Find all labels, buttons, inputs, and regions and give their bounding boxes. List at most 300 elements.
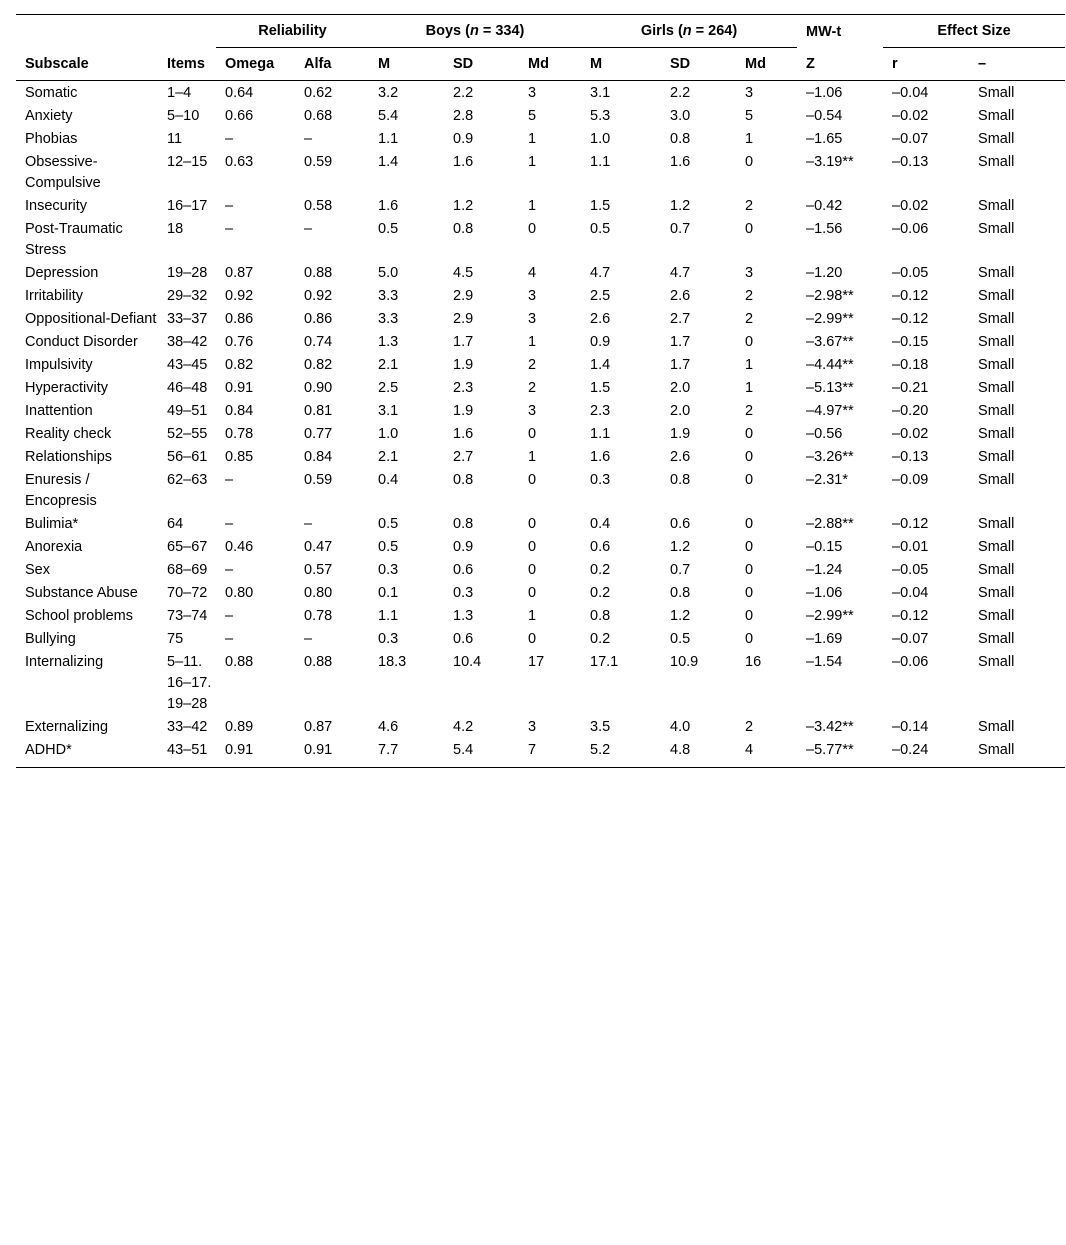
value-cell: Small	[978, 449, 1015, 465]
value-cell: 4.6	[378, 719, 399, 735]
group-reliability: Reliability	[216, 15, 369, 49]
items-cell: 70–72	[167, 585, 208, 601]
value-cell: 0	[745, 631, 754, 647]
value-cell: Small	[978, 472, 1015, 488]
subscale-cell: Anxiety	[25, 108, 73, 124]
value-cell: Small	[978, 265, 1015, 281]
table-row	[16, 422, 1065, 445]
items-cell: 33–37	[167, 311, 208, 327]
value-cell: 3	[528, 311, 537, 327]
value-cell: 1.9	[453, 357, 474, 373]
value-cell: Small	[978, 719, 1015, 735]
value-cell: 10.9	[670, 654, 699, 670]
column-header: SD	[453, 56, 474, 72]
value-cell: 0.9	[453, 539, 474, 555]
value-cell: 1.9	[670, 426, 691, 442]
value-cell: 0.88	[225, 654, 254, 670]
value-cell: 2.9	[453, 311, 474, 327]
value-cell: 0.3	[378, 562, 399, 578]
value-cell: –0.24	[892, 742, 929, 758]
table-row	[16, 104, 1065, 127]
value-cell: 4.5	[453, 265, 474, 281]
value-cell: 2	[745, 198, 754, 214]
subscale-cell: Depression	[25, 265, 99, 281]
value-cell: 5.4	[378, 108, 399, 124]
items-cell: 5–10	[167, 108, 200, 124]
value-cell: 0.86	[304, 311, 333, 327]
table-row	[16, 330, 1065, 353]
value-cell: 2	[745, 311, 754, 327]
subscale-cell: Somatic	[25, 85, 78, 101]
value-cell: 1.1	[378, 131, 399, 147]
value-cell: 0.84	[304, 449, 333, 465]
value-cell: 10.4	[453, 654, 482, 670]
value-cell: 0	[745, 221, 754, 237]
value-cell: 0.59	[304, 154, 333, 170]
value-cell: 3.1	[378, 403, 399, 419]
value-cell: 0.8	[453, 472, 474, 488]
table-row	[16, 81, 1065, 105]
items-cell: 1–4	[167, 85, 192, 101]
value-cell: 0	[528, 562, 537, 578]
table-row	[16, 604, 1065, 627]
value-cell: 0.59	[304, 472, 333, 488]
value-cell: –	[225, 608, 234, 624]
value-cell: –3.19**	[806, 154, 854, 170]
value-cell: 1	[745, 357, 754, 373]
value-cell: 0.74	[304, 334, 333, 350]
table-row	[16, 627, 1065, 650]
value-cell: Small	[978, 311, 1015, 327]
value-cell: 0	[745, 539, 754, 555]
value-cell: 0.84	[225, 403, 254, 419]
column-header: Md	[528, 56, 549, 72]
value-cell: 1.4	[590, 357, 611, 373]
value-cell: –	[304, 131, 313, 147]
value-cell: 3	[528, 288, 537, 304]
value-cell: 1.5	[590, 198, 611, 214]
value-cell: Small	[978, 108, 1015, 124]
value-cell: 0	[745, 608, 754, 624]
value-cell: 0.7	[670, 221, 691, 237]
value-cell: Small	[978, 426, 1015, 442]
value-cell: 16	[745, 654, 762, 670]
value-cell: 1.7	[670, 357, 691, 373]
value-cell: Small	[978, 380, 1015, 396]
value-cell: Small	[978, 288, 1015, 304]
items-cell: 62–63	[167, 472, 208, 488]
table-row	[16, 399, 1065, 422]
value-cell: 0.82	[304, 357, 333, 373]
value-cell: –4.44**	[806, 357, 854, 373]
items-cell: 56–61	[167, 449, 208, 465]
value-cell: –2.31*	[806, 472, 848, 488]
value-cell: –0.07	[892, 631, 929, 647]
items-cell: 29–32	[167, 288, 208, 304]
items-cell: 19–28	[167, 265, 208, 281]
value-cell: 0.63	[225, 154, 254, 170]
subscale-cell: Bullying	[25, 631, 76, 647]
value-cell: 0.3	[590, 472, 611, 488]
column-header: M	[590, 56, 603, 72]
value-cell: 0	[745, 334, 754, 350]
subscale-cell: Bulimia*	[25, 516, 79, 532]
value-cell: 0.86	[225, 311, 254, 327]
value-cell: Small	[978, 585, 1015, 601]
value-cell: –3.67**	[806, 334, 854, 350]
value-cell: 0.87	[304, 719, 333, 735]
value-cell: 0.6	[670, 516, 691, 532]
value-cell: 1	[528, 334, 537, 350]
subscale-cell: Obsessive-Compulsive	[25, 154, 101, 191]
items-cell: 16–17	[167, 198, 208, 214]
value-cell: 0	[745, 516, 754, 532]
value-cell: –0.20	[892, 403, 929, 419]
table-row	[16, 307, 1065, 330]
subscale-cell: Conduct Disorder	[25, 334, 138, 350]
value-cell: 0.8	[670, 131, 691, 147]
items-cell: 65–67	[167, 539, 208, 555]
value-cell: 0.2	[590, 631, 611, 647]
table-row	[16, 217, 1065, 261]
value-cell: 2.0	[670, 380, 691, 396]
subscale-cell: Hyperactivity	[25, 380, 108, 396]
value-cell: 0	[528, 631, 537, 647]
value-cell: 1.2	[670, 539, 691, 555]
value-cell: –1.69	[806, 631, 843, 647]
value-cell: 2.0	[670, 403, 691, 419]
items-cell: 64	[167, 516, 184, 532]
value-cell: 1.2	[670, 608, 691, 624]
value-cell: 2.5	[590, 288, 611, 304]
subscale-cell: Enuresis / Encopresis	[25, 472, 97, 509]
value-cell: 0	[745, 426, 754, 442]
items-cell: 11	[167, 131, 183, 147]
value-cell: 0.5	[378, 221, 399, 237]
table-row	[16, 715, 1065, 738]
header-group-row	[16, 15, 1065, 49]
value-cell: 0	[528, 472, 537, 488]
value-cell: 0.5	[378, 516, 399, 532]
value-cell: 1.4	[378, 154, 399, 170]
value-cell: 0.6	[590, 539, 611, 555]
value-cell: 3	[528, 719, 537, 735]
value-cell: 0.3	[453, 585, 474, 601]
value-cell: 3.0	[670, 108, 691, 124]
value-cell: 1.2	[670, 198, 691, 214]
table-row	[16, 512, 1065, 535]
subscale-cell: Relationships	[25, 449, 113, 465]
value-cell: 3.1	[590, 85, 611, 101]
value-cell: Small	[978, 154, 1015, 170]
value-cell: 0.5	[378, 539, 399, 555]
value-cell: –	[225, 221, 234, 237]
value-cell: 4.0	[670, 719, 691, 735]
value-cell: 1.5	[590, 380, 611, 396]
value-cell: –0.06	[892, 654, 929, 670]
value-cell: –2.99**	[806, 311, 854, 327]
table-row	[16, 581, 1065, 604]
value-cell: 3	[745, 265, 754, 281]
value-cell: 2	[745, 403, 754, 419]
value-cell: 0.2	[590, 562, 611, 578]
value-cell: 0.2	[590, 585, 611, 601]
value-cell: 1.1	[590, 154, 611, 170]
value-cell: 0.9	[453, 131, 474, 147]
subscale-cell: Reality check	[25, 426, 112, 442]
subscale-cell: School problems	[25, 608, 133, 624]
value-cell: 3.5	[590, 719, 611, 735]
table-row	[16, 376, 1065, 399]
items-cell: 52–55	[167, 426, 208, 442]
table-container	[16, 14, 1065, 768]
value-cell: 2.3	[453, 380, 474, 396]
value-cell: –0.14	[892, 719, 929, 735]
value-cell: –4.97**	[806, 403, 854, 419]
value-cell: 2.7	[453, 449, 474, 465]
value-cell: 1	[528, 198, 537, 214]
value-cell: 2.6	[670, 449, 691, 465]
column-header: r	[892, 56, 898, 72]
value-cell: –1.20	[806, 265, 843, 281]
value-cell: 0.5	[590, 221, 611, 237]
value-cell: –0.12	[892, 288, 929, 304]
value-cell: Small	[978, 608, 1015, 624]
value-cell: 0.64	[225, 85, 254, 101]
value-cell: 0.88	[304, 654, 333, 670]
value-cell: –0.56	[806, 426, 843, 442]
value-cell: –0.02	[892, 426, 929, 442]
value-cell: 1	[528, 131, 537, 147]
value-cell: –1.54	[806, 654, 843, 670]
value-cell: 1.6	[670, 154, 691, 170]
subscale-cell: Insecurity	[25, 198, 88, 214]
value-cell: 0.80	[304, 585, 333, 601]
subscale-cell: Irritability	[25, 288, 84, 304]
value-cell: –1.06	[806, 585, 843, 601]
value-cell: –	[225, 516, 234, 532]
value-cell: Small	[978, 357, 1015, 373]
subscale-cell: Anorexia	[25, 539, 83, 555]
value-cell: 1.6	[453, 426, 474, 442]
value-cell: 0	[745, 585, 754, 601]
value-cell: Small	[978, 221, 1015, 237]
value-cell: 1	[528, 154, 537, 170]
value-cell: Small	[978, 742, 1015, 758]
value-cell: 2	[528, 380, 537, 396]
items-cell: 68–69	[167, 562, 208, 578]
value-cell: 17.1	[590, 654, 619, 670]
value-cell: –	[304, 221, 313, 237]
table-row	[16, 353, 1065, 376]
value-cell: Small	[978, 539, 1015, 555]
value-cell: 1	[528, 608, 537, 624]
table-row	[16, 558, 1065, 581]
value-cell: 4	[745, 742, 754, 758]
value-cell: 0	[745, 449, 754, 465]
value-cell: 2	[528, 357, 537, 373]
table-row	[16, 535, 1065, 558]
column-header: Alfa	[304, 56, 332, 72]
items-cell: 12–15	[167, 154, 208, 170]
value-cell: 0.76	[225, 334, 254, 350]
value-cell: –0.13	[892, 154, 929, 170]
value-cell: –0.04	[892, 585, 929, 601]
value-cell: 1.3	[378, 334, 399, 350]
value-cell: 5	[528, 108, 537, 124]
value-cell: 0	[528, 539, 537, 555]
value-cell: –0.12	[892, 608, 929, 624]
value-cell: 1.6	[378, 198, 399, 214]
value-cell: 2.6	[590, 311, 611, 327]
value-cell: 5.2	[590, 742, 611, 758]
value-cell: 4.8	[670, 742, 691, 758]
value-cell: –3.26**	[806, 449, 854, 465]
value-cell: 2.3	[590, 403, 611, 419]
value-cell: 0.91	[225, 742, 254, 758]
subscale-cell: Externalizing	[25, 719, 109, 735]
column-header: Omega	[225, 56, 275, 72]
value-cell: 0.3	[378, 631, 399, 647]
column-header: Md	[745, 56, 766, 72]
items-cell: 73–74	[167, 608, 208, 624]
value-cell: 0.91	[304, 742, 333, 758]
value-cell: –1.56	[806, 221, 843, 237]
items-cell: 38–42	[167, 334, 208, 350]
value-cell: 1	[745, 131, 754, 147]
value-cell: –	[304, 516, 313, 532]
value-cell: 2.8	[453, 108, 474, 124]
value-cell: 2.2	[670, 85, 691, 101]
value-cell: –0.05	[892, 562, 929, 578]
header-column-row	[16, 48, 1065, 81]
subscale-cell: Phobias	[25, 131, 78, 147]
value-cell: Small	[978, 85, 1015, 101]
value-cell: –	[304, 631, 313, 647]
column-header: M	[378, 56, 391, 72]
value-cell: –0.15	[806, 539, 843, 555]
items-cell: 43–45	[167, 357, 208, 373]
value-cell: –0.05	[892, 265, 929, 281]
value-cell: 0.58	[304, 198, 333, 214]
value-cell: –	[225, 562, 234, 578]
value-cell: 1.7	[670, 334, 691, 350]
table-row	[16, 738, 1065, 768]
value-cell: 0.89	[225, 719, 254, 735]
value-cell: 0.90	[304, 380, 333, 396]
value-cell: 0.8	[453, 516, 474, 532]
group-mwt: MW-t	[806, 23, 842, 40]
value-cell: 4.2	[453, 719, 474, 735]
value-cell: 2.1	[378, 357, 399, 373]
value-cell: 1.2	[453, 198, 474, 214]
value-cell: 4.7	[590, 265, 611, 281]
value-cell: 1	[528, 449, 537, 465]
value-cell: 0.8	[670, 472, 691, 488]
subscale-cell: Post-Traumatic Stress	[25, 221, 123, 258]
table-row	[16, 261, 1065, 284]
group-effect-size: Effect Size	[883, 15, 1065, 49]
value-cell: 17	[528, 654, 545, 670]
value-cell: –0.12	[892, 516, 929, 532]
value-cell: 0.78	[225, 426, 254, 442]
value-cell: 5.4	[453, 742, 474, 758]
value-cell: 1.0	[378, 426, 399, 442]
table-row	[16, 150, 1065, 194]
value-cell: –1.24	[806, 562, 843, 578]
value-cell: 0.4	[590, 516, 611, 532]
value-cell: 0.9	[590, 334, 611, 350]
value-cell: 0.91	[225, 380, 254, 396]
value-cell: –0.54	[806, 108, 843, 124]
value-cell: 2	[745, 288, 754, 304]
column-header: Subscale	[25, 56, 89, 72]
items-cell: 75	[167, 631, 184, 647]
subscale-cell: Sex	[25, 562, 50, 578]
value-cell: 0.92	[304, 288, 333, 304]
value-cell: 1.1	[590, 426, 611, 442]
value-cell: Small	[978, 403, 1015, 419]
value-cell: 0.8	[670, 585, 691, 601]
value-cell: Small	[978, 334, 1015, 350]
value-cell: 0	[528, 426, 537, 442]
value-cell: 1.0	[590, 131, 611, 147]
value-cell: 0.4	[378, 472, 399, 488]
value-cell: 0.88	[304, 265, 333, 281]
value-cell: 2.9	[453, 288, 474, 304]
value-cell: 1.6	[453, 154, 474, 170]
value-cell: 0.78	[304, 608, 333, 624]
column-header: Z	[806, 56, 815, 72]
value-cell: 3	[528, 85, 537, 101]
value-cell: –0.06	[892, 221, 929, 237]
value-cell: 0.82	[225, 357, 254, 373]
value-cell: 5.3	[590, 108, 611, 124]
value-cell: –0.04	[892, 85, 929, 101]
value-cell: 1.1	[378, 608, 399, 624]
value-cell: 0.6	[453, 562, 474, 578]
value-cell: 3.3	[378, 311, 399, 327]
subscale-cell: Inattention	[25, 403, 93, 419]
value-cell: 18.3	[378, 654, 407, 670]
value-cell: –0.07	[892, 131, 929, 147]
subscale-cell: Internalizing	[25, 654, 104, 670]
subscale-cell: Impulsivity	[25, 357, 93, 373]
subscale-cell: Substance Abuse	[25, 585, 138, 601]
value-cell: 2.6	[670, 288, 691, 304]
value-cell: 3.2	[378, 85, 399, 101]
value-cell: 0.6	[453, 631, 474, 647]
value-cell: 7	[528, 742, 537, 758]
value-cell: 3.3	[378, 288, 399, 304]
value-cell: –1.06	[806, 85, 843, 101]
value-cell: –1.65	[806, 131, 843, 147]
value-cell: 7.7	[378, 742, 399, 758]
value-cell: 2.5	[378, 380, 399, 396]
items-cell: 49–51	[167, 403, 208, 419]
value-cell: Small	[978, 562, 1015, 578]
value-cell: 0.7	[670, 562, 691, 578]
value-cell: –	[225, 472, 234, 488]
value-cell: –2.98**	[806, 288, 854, 304]
value-cell: Small	[978, 131, 1015, 147]
value-cell: 0.1	[378, 585, 399, 601]
value-cell: –5.13**	[806, 380, 854, 396]
value-cell: 0.46	[225, 539, 254, 555]
value-cell: –3.42**	[806, 719, 854, 735]
value-cell: –5.77**	[806, 742, 854, 758]
value-cell: 0.87	[225, 265, 254, 281]
